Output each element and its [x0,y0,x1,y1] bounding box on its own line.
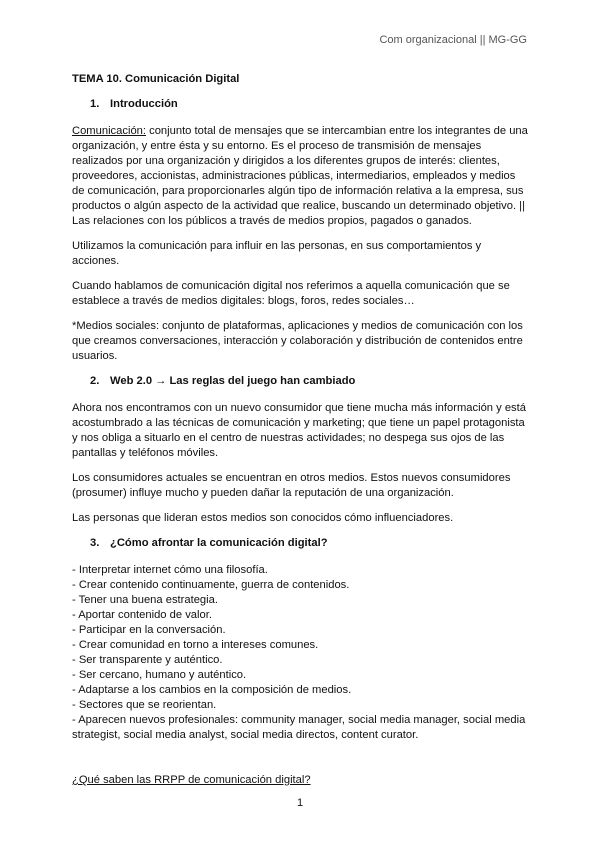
section-heading-introduccion [72,97,528,112]
question-heading: ¿Qué saben las RRPP de comunicación digital? [72,774,311,786]
section-heading-afrontar [72,536,528,551]
list-item: - Adaptarse a los cambios en la composición de medios. [72,684,352,696]
section-title: Web 2.0 → Las reglas del juego han cambiado [110,375,356,387]
paragraph-note: *Medios sociales: conjunto de plataformas, aplicaciones y medios de comunicación con los que creamos conversaciones, interacción y colaboración y distribución de contenidos entre usuarios. [72,320,523,362]
paragraph: Las personas que lideran estos medios son conocidos cómo influenciadores. [72,512,454,524]
running-header: Com organizacional || MG-GG [379,34,527,46]
definition-text: conjunto total de mensajes que se intercambian entre los integrantes de una organización, y entre ésta y su entorno. Es el proceso de transmisión de mensajes realizados por una organización y dirigidos a los diferentes grupos de interés: clientes, proveedores, accionistas, administraciones públicas, intermediarios, empleados y medios de comunicación, para proporcionarles algún tipo de información relativa a la empresa, sus productos o algún aspecto de la actividad que realice, buscando un determinado objetivo. || Las relaciones con los públicos a través de medios propios, pagados o ganados. [72,125,528,227]
paragraph: Cuando hablamos de comunicación digital nos referimos a aquella comunicación que se establece a través de medios digitales: blogs, foros, redes sociales… [72,280,510,307]
list-item: - Participar en la conversación. [72,624,226,636]
section-title: Introducción [110,98,178,110]
list-item: - Aportar contenido de valor. [72,609,212,621]
section-number: 2. [90,375,100,387]
section-title: ¿Cómo afrontar la comunicación digital? [110,537,328,549]
bullet-list [72,563,528,743]
page-number: 1 [296,797,304,809]
section-heading-web20 [72,374,528,389]
term-comunicacion: Comunicación: [72,125,146,137]
paragraph: Utilizamos la comunicación para influir en las personas, en sus comportamientos y acciones. [72,240,482,267]
list-item: - Ser cercano, humano y auténtico. [72,669,247,681]
list-item: - Crear contenido continuamente, guerra de contenidos. [72,579,350,591]
list-item: - Aparecen nuevos profesionales: community manager, social media manager, social media strategist, social media analyst, social media directos, content curator. [72,714,526,741]
list-item: - Sectores que se reorientan. [72,699,217,711]
document-body [72,72,528,788]
section-number: 3. [90,537,100,549]
section-number: 1. [90,98,100,110]
paragraph: Los consumidores actuales se encuentran en otros medios. Estos nuevos consumidores (prosumer) influye mucho y pueden dañar la reputación de una organización. [72,472,511,499]
list-item: - Crear comunidad en torno a intereses comunes. [72,639,319,651]
paragraph-definition [72,124,528,229]
list-item: - Tener una buena estrategia. [72,594,218,606]
list-item: - Interpretar internet cómo una filosofía. [72,564,268,576]
list-item: - Ser transparente y auténtico. [72,654,223,666]
paragraph: Ahora nos encontramos con un nuevo consumidor que tiene mucha más información y está acostumbrado a las técnicas de comunicación y marketing; que tiene un papel protagonista y nos obliga a situarlo en el centro de nuestras actividades; no despega sus ojos de las pantallas y teléfonos móviles. [72,402,526,459]
document-title: TEMA 10. Comunicación Digital [72,73,240,85]
